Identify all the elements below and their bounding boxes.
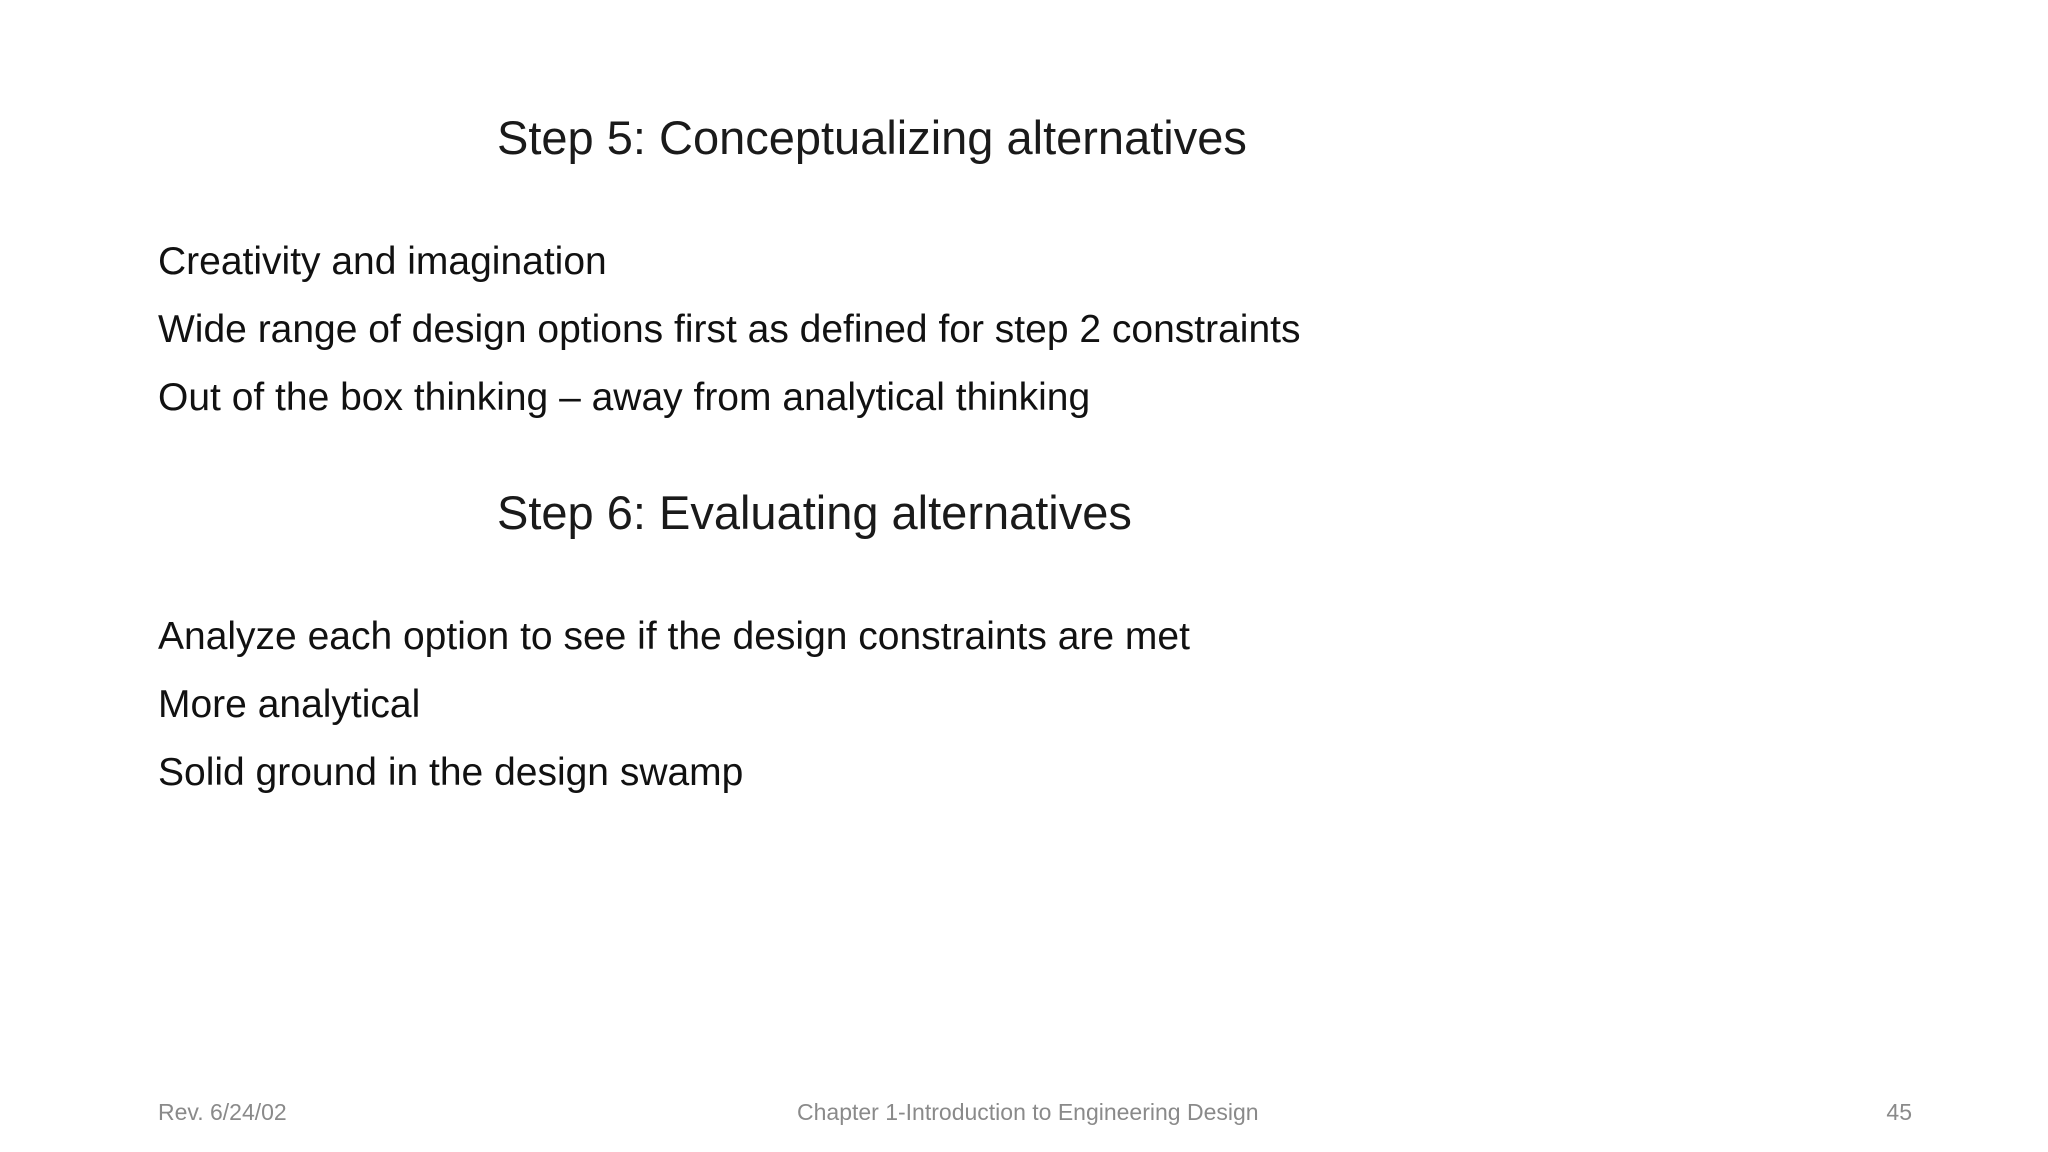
bullet-item: Analyze each option to see if the design constraints are met xyxy=(158,615,1190,658)
footer-chapter-title: Chapter 1-Introduction to Engineering Design xyxy=(797,1099,1259,1125)
section-heading-step5: Step 5: Conceptualizing alternatives xyxy=(497,111,1247,164)
bullet-item: Wide range of design options first as defined for step 2 constraints xyxy=(158,308,1301,351)
bullet-list-step5 xyxy=(158,228,1300,432)
bullet-item: Out of the box thinking – away from analytical thinking xyxy=(158,376,1091,419)
footer-page-number: 45 xyxy=(1886,1099,1912,1125)
bullet-item: More analytical xyxy=(158,683,421,726)
bullet-item: Solid ground in the design swamp xyxy=(158,751,744,794)
section-heading-step6: Step 6: Evaluating alternatives xyxy=(497,486,1132,539)
footer-date: Rev. 6/24/02 xyxy=(158,1099,287,1125)
bullet-list-step6 xyxy=(158,603,1190,807)
bullet-item: Creativity and imagination xyxy=(158,240,607,283)
